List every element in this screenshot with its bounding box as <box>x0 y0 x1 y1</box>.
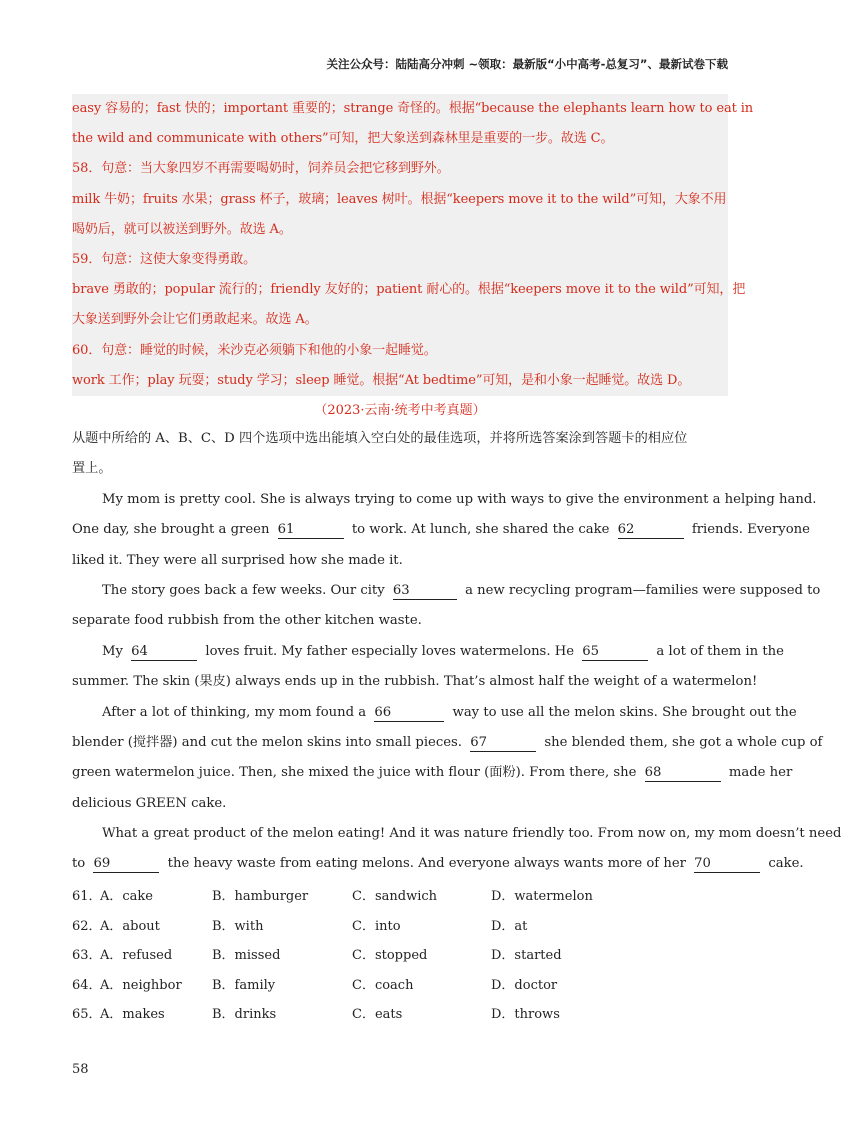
option-row <box>72 971 728 1001</box>
passage-text: One day, she brought a green <box>72 522 270 538</box>
option-d: D．watermelon <box>491 889 593 904</box>
passage-text: way to use all the melon skins. She brought out the <box>452 704 797 720</box>
option-d: D．started <box>491 948 562 964</box>
answer-line: 喝奶后，就可以被送到野外。故选 A。 <box>72 221 292 237</box>
option-d: D．throws <box>491 1007 560 1023</box>
passage-line <box>72 758 793 788</box>
option-b: B．hamburger <box>212 889 309 904</box>
answer-line: 58．句意：当大象四岁不再需要喝奶时，饲养员会把它移到野外。 <box>72 161 450 177</box>
passage-text: The story goes back a few weeks. Our city <box>102 582 385 598</box>
option-d: D．at <box>491 918 528 934</box>
option-a: A．refused <box>100 948 173 964</box>
answer-line: 60．句意：睡觉的时候，米沙克必须躺下和他的小象一起睡觉。 <box>72 342 437 358</box>
question-number: 61． <box>72 889 102 904</box>
answer-line: the wild and communicate with others”可知，把大象送到森林里是重要的一步。故选 C。 <box>72 131 614 147</box>
passage-text: cake. <box>768 856 804 872</box>
option-c: C．sandwich <box>352 889 438 904</box>
blank-62: 62 <box>618 522 684 539</box>
option-a: A．cake <box>100 889 153 904</box>
passage-text: green watermelon juice. Then, she mixed the juice with flour (面粉). From there, she <box>72 765 637 781</box>
blank-69: 69 <box>93 856 159 873</box>
option-a: A．makes <box>100 1007 165 1023</box>
cloze-section <box>72 424 841 880</box>
answer-line: 59．句意：这使大象变得勇敢。 <box>72 251 257 267</box>
blank-61: 61 <box>278 522 344 539</box>
answer-line: 大象送到野外会让它们勇敢起来。故选 A。 <box>72 312 318 328</box>
option-row <box>72 882 728 912</box>
blank-64: 64 <box>131 644 197 661</box>
option-c: C．coach <box>352 977 414 993</box>
answer-line: brave 勇敢的；popular 流行的；friendly 友好的；patient 耐心的。根据“keepers move it to the wild”可知，把 <box>72 282 746 298</box>
option-row <box>72 941 728 971</box>
page-number: 58 <box>72 1062 89 1077</box>
passage-line: summer. The skin (果皮) always ends up in the rubbish. That’s almost half the weight of a watermelon! <box>72 674 758 690</box>
option-a: A．about <box>100 918 160 934</box>
passage-line <box>72 819 841 849</box>
answer-explanation-block <box>72 94 754 396</box>
option-c: C．stopped <box>352 948 428 964</box>
option-b: B．with <box>212 918 264 934</box>
option-c: C．eats <box>352 1007 403 1023</box>
passage-line <box>72 576 821 606</box>
option-c: C．into <box>352 918 401 934</box>
blank-63: 63 <box>393 583 457 600</box>
instruction-line: 从题中所给的 A、B、C、D 四个选项中选出能填入空白处的最佳选项，并将所选答案涂到答题卡的相应位 <box>72 431 688 446</box>
passage-text: After a lot of thinking, my mom found a <box>102 704 367 720</box>
answer-line: easy 容易的；fast 快的；important 重要的；strange 奇怪的。根据“because the elephants learn how to eat in <box>72 101 754 116</box>
passage-text: My mom is pretty cool. She is always trying to come up with ways to give the environment a helping hand. <box>102 491 817 507</box>
passage-text: My <box>102 643 123 659</box>
option-d: D．doctor <box>491 977 558 993</box>
option-row <box>72 912 728 942</box>
blank-68: 68 <box>645 765 721 782</box>
blank-70: 70 <box>694 856 760 873</box>
passage-line: liked it. They were all surprised how she made it. <box>72 552 403 568</box>
option-b: B．missed <box>212 948 281 964</box>
passage-line: separate food rubbish from the other kitchen waste. <box>72 613 422 629</box>
passage-text: to <box>72 856 86 872</box>
passage-line <box>72 849 804 879</box>
answer-line: work 工作；play 玩耍；study 学习；sleep 睡觉。根据“At bedtime”可知，是和小象一起睡觉。故选 D。 <box>72 372 691 388</box>
page-header: 关注公众号：陆陆高分冲刺 ~领取：最新版“小中高考-总复习”、最新试卷下载 <box>326 57 728 71</box>
question-number: 63． <box>72 948 102 964</box>
passage-text: What a great product of the melon eating! And it was nature friendly too. From now on, my mom doesn’t need <box>102 826 841 842</box>
question-number: 64． <box>72 977 102 993</box>
option-row <box>72 1000 728 1030</box>
blank-67: 67 <box>470 735 536 752</box>
passage-line <box>72 515 810 545</box>
question-number: 62． <box>72 918 102 934</box>
passage-line <box>72 698 797 728</box>
instruction-line: 置上。 <box>72 461 112 477</box>
blank-65: 65 <box>582 644 648 661</box>
passage-text: a lot of them in the <box>656 643 784 659</box>
passage-text: she blended them, she got a whole cup of <box>544 734 823 750</box>
passage-text: made her <box>728 765 793 781</box>
passage-line <box>72 485 817 515</box>
option-b: B．drinks <box>212 1007 277 1023</box>
answer-line: milk 牛奶；fruits 水果；grass 杯子，玻璃；leaves 树叶。根据“keepers move it to the wild”可知，大象不用 <box>72 191 727 207</box>
passage-text: blender (搅拌器) and cut the melon skins into small pieces. <box>72 734 462 750</box>
passage-text: loves fruit. My father especially loves watermelons. He <box>205 643 575 659</box>
passage-text: to work. At lunch, she shared the cake <box>351 522 610 538</box>
passage-line: delicious GREEN cake. <box>72 795 227 811</box>
question-source: （2023·云南·统考中考真题） <box>314 403 486 418</box>
blank-66: 66 <box>374 705 444 722</box>
option-b: B．family <box>212 977 276 993</box>
passage-line <box>72 728 823 758</box>
question-number: 65． <box>72 1007 102 1023</box>
answer-options <box>72 882 728 1030</box>
passage-text: friends. Everyone <box>691 522 810 538</box>
passage-text: a new recycling program—families were supposed to <box>465 582 821 598</box>
passage-text: the heavy waste from eating melons. And everyone always wants more of her <box>167 856 686 872</box>
passage-line <box>72 637 784 667</box>
option-a: A．neighbor <box>100 977 182 993</box>
